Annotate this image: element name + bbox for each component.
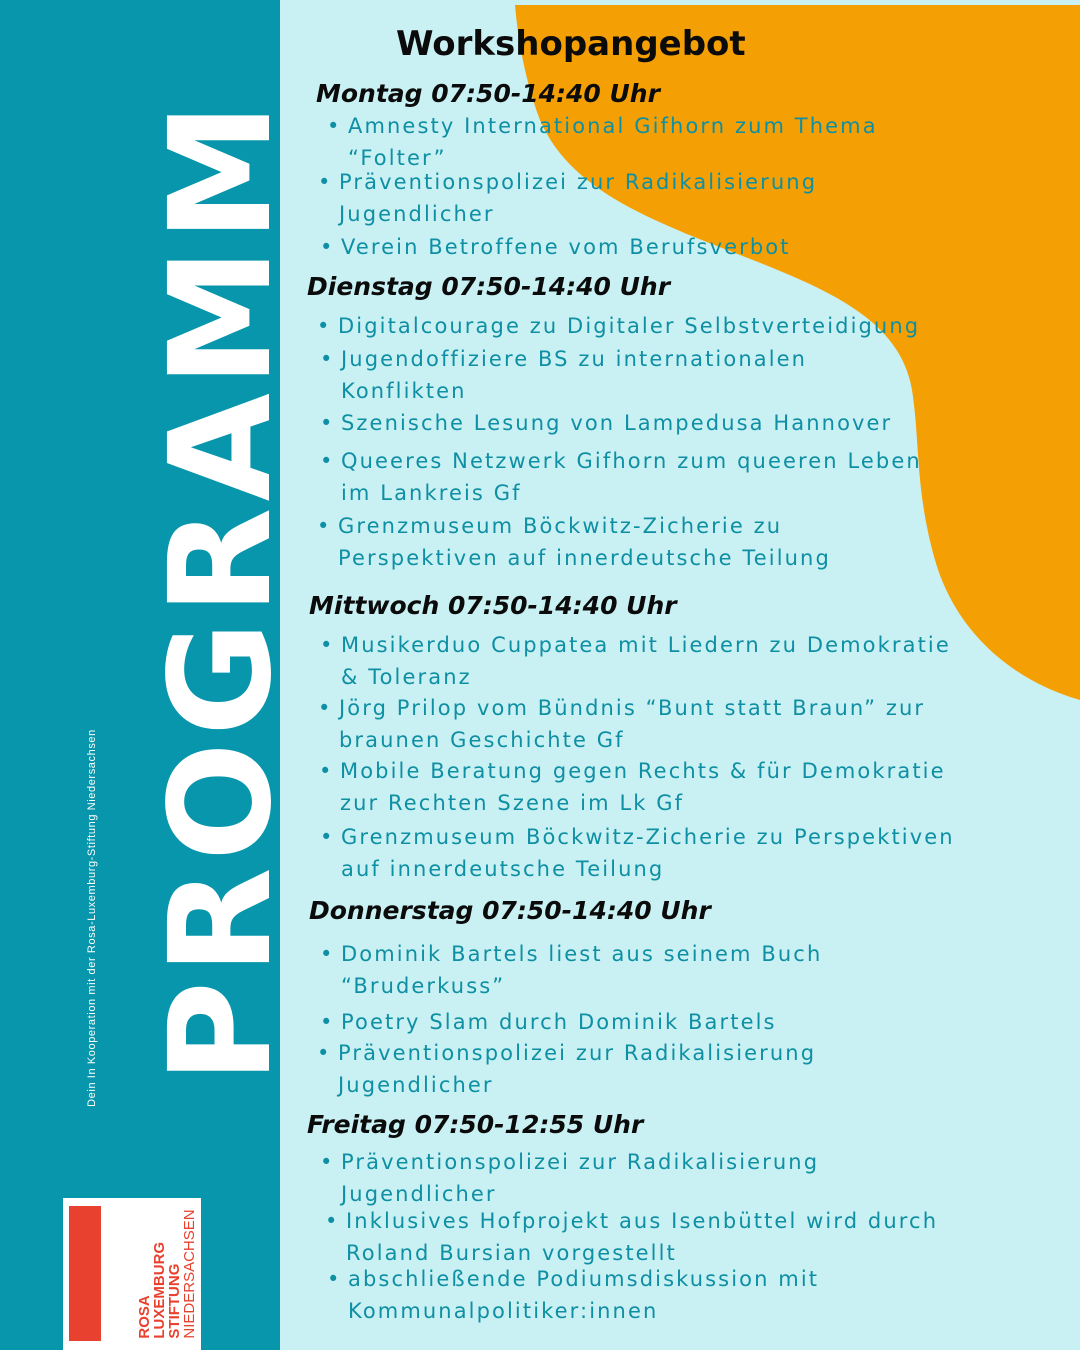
list-item — [320, 1146, 820, 1210]
list-item — [318, 166, 818, 230]
item-line: Präventionspolizei zur Radikalisierung — [338, 1041, 817, 1065]
bullet-icon: • — [317, 314, 332, 338]
cooperation-note: Dein In Kooperation mit der Rosa-Luxemburg-Stiftung Niedersachsen — [86, 729, 98, 1107]
item-line: Musikerduo Cuppatea mit Liedern zu Demokratie — [341, 633, 951, 657]
list-item — [320, 343, 808, 407]
list-item — [327, 110, 878, 174]
logo-line-stiftung: STIFTUNG — [166, 1263, 183, 1339]
list-item — [320, 938, 823, 1002]
item-line: Perspektiven auf innerdeutsche Teilung — [338, 546, 831, 570]
workshop-header: Workshopangebot — [396, 24, 746, 64]
item-line: auf innerdeutsche Teilung — [341, 857, 665, 881]
item-line: Jörg Prilop vom Bündnis “Bunt statt Braun” zur — [339, 696, 926, 720]
item-line: Präventionspolizei zur Radikalisierung — [341, 1150, 820, 1174]
bullet-icon: • — [327, 114, 342, 138]
item-line: abschließende Podiumsdiskussion mit — [348, 1267, 820, 1291]
item-line: Mobile Beratung gegen Rechts & für Demokratie — [340, 759, 946, 783]
list-item — [320, 407, 893, 439]
program-title: PROGRAMM — [140, 96, 303, 1084]
bullet-icon: • — [325, 1209, 340, 1233]
item-line: & Toleranz — [341, 665, 472, 689]
item-line: Konflikten — [341, 379, 467, 403]
list-item — [317, 510, 831, 574]
bullet-icon: • — [320, 1150, 335, 1174]
item-line: braunen Geschichte Gf — [339, 728, 625, 752]
item-line: Grenzmuseum Böckwitz-Zicherie zu — [338, 514, 783, 538]
day-heading-freitag: Freitag 07:50-12:55 Uhr — [307, 1110, 644, 1139]
day-heading-mittwoch: Mittwoch 07:50-14:40 Uhr — [309, 591, 677, 620]
rosa-luxemburg-logo — [63, 1198, 201, 1350]
day-heading-dienstag: Dienstag 07:50-14:40 Uhr — [307, 272, 671, 301]
logo-red-block — [69, 1206, 101, 1341]
bullet-icon: • — [320, 449, 335, 473]
list-item — [327, 1263, 820, 1327]
logo-line-rosa: ROSA — [136, 1295, 153, 1339]
bullet-icon: • — [320, 411, 335, 435]
list-item — [317, 310, 921, 342]
item-line: Poetry Slam durch Dominik Bartels — [341, 1010, 777, 1034]
bullet-icon: • — [317, 514, 332, 538]
item-line: im Lankreis Gf — [341, 481, 522, 505]
list-item — [317, 1037, 817, 1101]
list-item — [319, 755, 946, 819]
bullet-icon: • — [320, 235, 335, 259]
bullet-icon: • — [320, 942, 335, 966]
bullet-icon: • — [318, 696, 333, 720]
item-line: Inklusives Hofprojekt aus Isenbüttel wird durch — [346, 1209, 939, 1233]
list-item — [320, 231, 791, 263]
bullet-icon: • — [318, 170, 333, 194]
item-line: Jugendoffiziere BS zu internationalen — [341, 347, 808, 371]
day-heading-montag: Montag 07:50-14:40 Uhr — [316, 79, 660, 108]
item-line: Jugendlicher — [341, 1182, 497, 1206]
bullet-icon: • — [320, 1010, 335, 1034]
item-line: Kommunalpolitiker:innen — [348, 1299, 659, 1323]
bullet-icon: • — [320, 633, 335, 657]
bullet-icon: • — [327, 1267, 342, 1291]
item-line: zur Rechten Szene im Lk Gf — [340, 791, 685, 815]
item-line: “Bruderkuss” — [341, 974, 506, 998]
list-item — [320, 1006, 777, 1038]
day-heading-donnerstag: Donnerstag 07:50-14:40 Uhr — [309, 896, 711, 925]
bullet-icon: • — [320, 825, 335, 849]
logo-line-niedersachsen: NIEDERSACHSEN — [181, 1209, 198, 1339]
list-item — [320, 445, 922, 509]
item-line: Verein Betroffene vom Berufsverbot — [341, 235, 791, 259]
logo-line-luxemburg: LUXEMBURG — [151, 1241, 168, 1339]
item-line: Dominik Bartels liest aus seinem Buch — [341, 942, 823, 966]
list-item — [318, 692, 926, 756]
list-item — [320, 629, 951, 693]
list-item — [325, 1205, 939, 1269]
item-line: Jugendlicher — [339, 202, 495, 226]
logo-text — [137, 1209, 197, 1338]
item-line: Amnesty International Gifhorn zum Thema — [348, 114, 878, 138]
item-line: Digitalcourage zu Digitaler Selbstverteidigung — [338, 314, 921, 338]
item-line: “Folter” — [348, 146, 447, 170]
bullet-icon: • — [319, 759, 334, 783]
item-line: Jugendlicher — [338, 1073, 494, 1097]
bullet-icon: • — [320, 347, 335, 371]
item-line: Roland Bursian vorgestellt — [346, 1241, 677, 1265]
item-line: Präventionspolizei zur Radikalisierung — [339, 170, 818, 194]
bullet-icon: • — [317, 1041, 332, 1065]
sidebar — [0, 0, 303, 1350]
item-line: Szenische Lesung von Lampedusa Hannover — [341, 411, 893, 435]
item-line: Queeres Netzwerk Gifhorn zum queeren Leben — [341, 449, 922, 473]
list-item — [320, 821, 955, 885]
item-line: Grenzmuseum Böckwitz-Zicherie zu Perspektiven — [341, 825, 955, 849]
